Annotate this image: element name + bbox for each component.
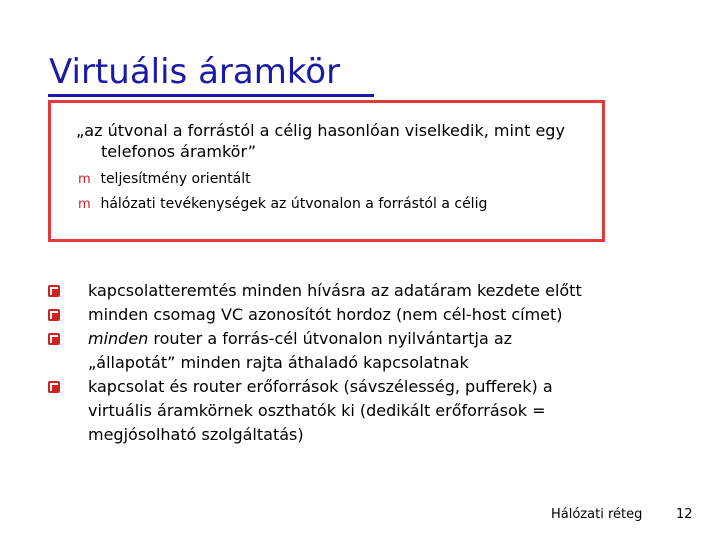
bullet-icon: [48, 333, 60, 345]
bullet-item: [48, 303, 688, 327]
page-number: 12: [676, 507, 693, 522]
bullet-text: router a forrás-cél útvonalon nyilvántartja az: [148, 329, 513, 348]
bullet-text: kapcsolatteremtés minden hívásra az adatáram kezdete előtt: [88, 281, 582, 300]
quote-line-2: telefonos áramkör”: [101, 142, 256, 161]
sub-bullet-icon: m: [78, 172, 91, 187]
sub-item-label: teljesítmény orientált: [100, 171, 251, 187]
bullet-emphasis: minden: [88, 329, 149, 348]
sub-item: [78, 170, 251, 189]
bullet-text-continued: megjósolható szolgáltatás): [88, 425, 304, 444]
bullet-text-continued: virtuális áramkörnek oszthatók ki (dedikált erőforrások =: [88, 401, 546, 420]
bullet-icon: [48, 381, 60, 393]
sub-item-label: hálózati tevékenységek az útvonalon a forrástól a célig: [100, 196, 488, 212]
bullet-item: [48, 279, 688, 303]
title-underline: [48, 94, 374, 97]
slide-title: Virtuális áramkör: [49, 52, 341, 92]
sub-item: [78, 195, 487, 214]
bullet-item: [48, 327, 688, 375]
bullet-text: minden csomag VC azonosítót hordoz (nem cél-host címet): [88, 305, 563, 324]
bullet-icon: [48, 309, 60, 321]
sub-bullet-icon: m: [78, 197, 91, 212]
quote-text: [76, 120, 656, 162]
bullet-icon: [48, 285, 60, 297]
bullet-text: kapcsolat és router erőforrások (sávszélesség, pufferek) a: [88, 377, 553, 396]
footer-section: Hálózati réteg: [551, 507, 643, 522]
bullet-text-continued: „állapotát” minden rajta áthaladó kapcsolatnak: [88, 353, 469, 372]
bullet-list: [48, 279, 688, 447]
quote-line-1: „az útvonal a forrástól a célig hasonlóan viselkedik, mint egy: [76, 121, 565, 140]
bullet-item: [48, 375, 688, 447]
